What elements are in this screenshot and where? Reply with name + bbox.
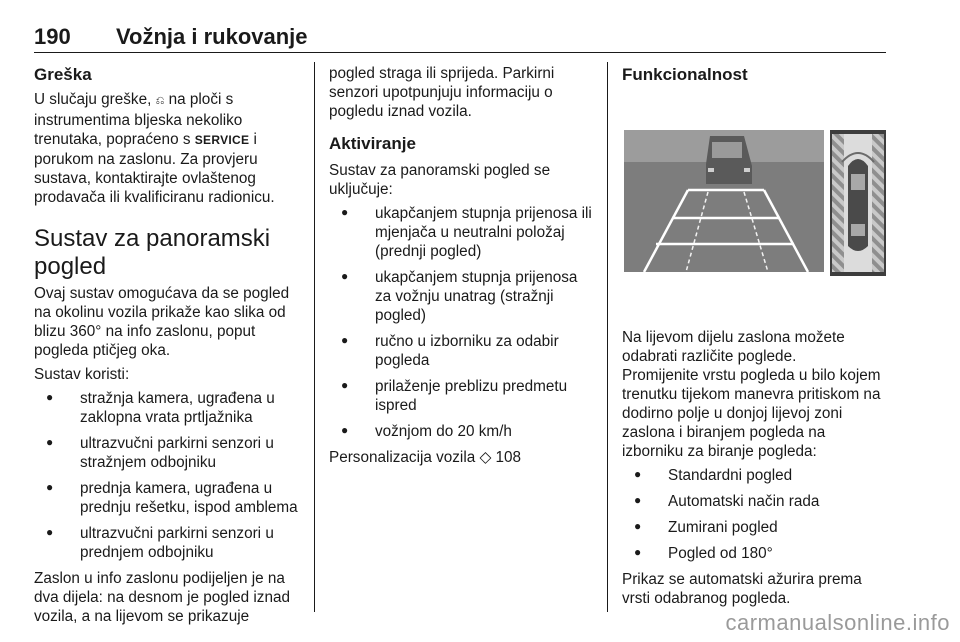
list-item: ● prednja kamera, ugrađena u prednju rešetku, ispod amblema — [34, 479, 302, 517]
column-divider-2 — [607, 62, 608, 612]
service-indicator: SERVICE — [194, 133, 250, 147]
list-item: ● ultrazvučni parkirni senzori u prednjem odbojniku — [34, 524, 302, 562]
watermark: carmanualsonline.info — [725, 610, 950, 635]
activation-intro: Sustav za panoramski pogled se uključuje: — [329, 162, 551, 198]
uses-list — [34, 389, 302, 562]
chapter-title: Vožnja i rukovanje — [116, 24, 308, 49]
camera-warning-icon: ⎌ — [155, 95, 165, 107]
column-divider-1 — [314, 62, 315, 612]
list-item: ● ukapčanjem stupnja prijenosa za vožnju unatrag (stražnji pogled) — [329, 268, 597, 325]
function-text-2: Promijenite vrstu pogleda u bilo kojem trenutku tijekom manevra pritiskom na dodirno polje u donjoj lijevoj zoni zaslona i biranjem pogleda na izborniku za biranje pogleda: — [622, 367, 881, 460]
intro-paragraph: Ovaj sustav omogućava da se pogled na okolinu vozila prikaže kao slika od blizu 360° na info zaslonu, poput pogleda ptičjeg oka. — [34, 285, 290, 359]
cross-reference[interactable] — [329, 448, 597, 467]
activation-heading: Aktiviranje — [329, 134, 416, 153]
cross-reference-text: Personalizacija vozila — [329, 449, 476, 466]
vehicle-top-icon — [848, 159, 868, 251]
list-item: ● vožnjom do 20 km/h — [329, 422, 597, 441]
list-item: ● prilaženje preblizu predmetu ispred — [329, 377, 597, 415]
list-item: ● stražnja kamera, ugrađena u zaklopna vrata prtljažnika — [34, 389, 302, 427]
continued-paragraph: pogled straga ili sprijeda. Parkirni senzori upotpunjuju informaciju o pogledu iznad vozila. — [329, 65, 555, 120]
page-number: 190 — [34, 24, 71, 49]
page-header — [34, 24, 886, 53]
fault-paragraph — [34, 90, 302, 207]
fault-heading: Greška — [34, 65, 92, 84]
list-item: ● Pogled od 180° — [622, 544, 890, 563]
function-text-3: Prikaz se automatski ažurira prema vrsti odabranog pogleda. — [622, 571, 862, 607]
activation-list — [329, 204, 597, 441]
column-right — [622, 64, 890, 613]
list-item: ● ručno u izborniku za odabir pogleda — [329, 332, 597, 370]
fault-text-a: U slučaju greške, — [34, 91, 156, 108]
column-left — [34, 64, 302, 631]
cross-reference-arrow-icon: ◇ — [479, 449, 492, 466]
fault-text-c: i porukom na zaslonu. Za provjeru sustava, kontaktirajte ovlaštenog prodavača ili kvalificiranu radionicu. — [34, 131, 275, 206]
list-item: ● Standardni pogled — [622, 466, 890, 485]
list-item: ● ultrazvučni parkirni senzori u stražnjem odbojniku — [34, 434, 302, 472]
section-heading: Sustav za panoramski pogled — [34, 225, 271, 280]
list-item: ● Automatski način rada — [622, 492, 890, 511]
cross-reference-page: 108 — [495, 449, 522, 466]
function-text-1: Na lijevom dijelu zaslona možete odabrati različite poglede. — [622, 329, 845, 365]
panoramic-view-illustration — [624, 106, 886, 306]
split-screen-paragraph: Zaslon u info zaslonu podijeljen je na dva dijela: na desnom je pogled iznad vozila, a na lijevom se prikazuje — [34, 570, 290, 625]
list-item: ● ukapčanjem stupnja prijenosa ili mjenjača u neutralni položaj (prednji pogled) — [329, 204, 597, 261]
list-item: ● Zumirani pogled — [622, 518, 890, 537]
uses-label: Sustav koristi: — [34, 366, 130, 383]
function-heading: Funkcionalnost — [622, 65, 748, 84]
fault-text-b: na ploči s instrumentima bljeska nekoliko trenutaka, popraćeno s — [34, 91, 243, 148]
column-middle — [329, 64, 597, 472]
view-list — [622, 466, 890, 563]
